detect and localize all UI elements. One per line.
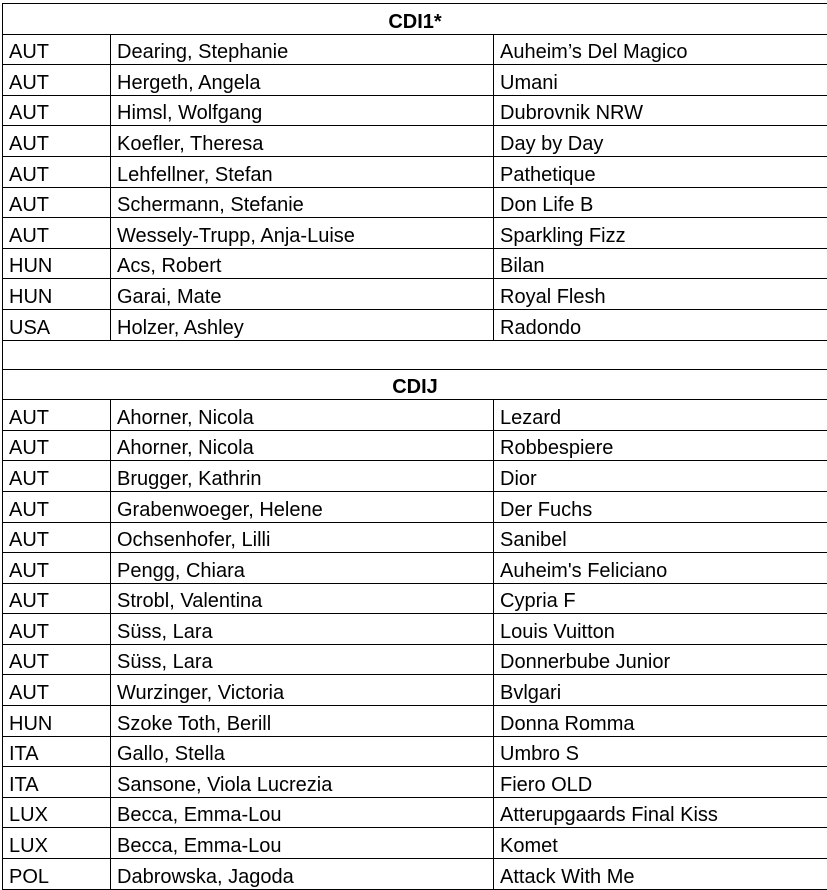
rider-cell: Wessely-Trupp, Anja-Luise xyxy=(111,218,494,249)
country-cell: ITA xyxy=(3,736,111,767)
country-cell: AUT xyxy=(3,34,111,65)
horse-cell: Robbespiere xyxy=(494,430,827,461)
rider-cell: Becca, Emma-Lou xyxy=(111,797,494,828)
country-cell: HUN xyxy=(3,279,111,310)
table-row xyxy=(3,767,827,798)
section-header-row xyxy=(3,4,827,35)
country-cell: AUT xyxy=(3,126,111,157)
country-cell: AUT xyxy=(3,522,111,553)
country-cell: AUT xyxy=(3,614,111,645)
section-title: CDI1* xyxy=(3,4,827,35)
horse-cell: Bvlgari xyxy=(494,675,827,706)
spacer-cell xyxy=(3,340,827,369)
horse-cell: Radondo xyxy=(494,309,827,340)
table-row xyxy=(3,279,827,310)
horse-cell: Fiero OLD xyxy=(494,767,827,798)
rider-cell: Lehfellner, Stefan xyxy=(111,156,494,187)
rider-cell: Dearing, Stephanie xyxy=(111,34,494,65)
rider-cell: Wurzinger, Victoria xyxy=(111,675,494,706)
table-row xyxy=(3,126,827,157)
table-row xyxy=(3,34,827,65)
rider-cell: Ahorner, Nicola xyxy=(111,430,494,461)
horse-cell: Sparkling Fizz xyxy=(494,218,827,249)
section-title: CDIJ xyxy=(3,369,827,400)
rider-cell: Hergeth, Angela xyxy=(111,65,494,96)
horse-cell: Umani xyxy=(494,65,827,96)
country-cell: AUT xyxy=(3,583,111,614)
entries-table-body xyxy=(3,4,827,890)
table-row xyxy=(3,675,827,706)
horse-cell: Louis Vuitton xyxy=(494,614,827,645)
horse-cell: Day by Day xyxy=(494,126,827,157)
table-row xyxy=(3,522,827,553)
section-header-row xyxy=(3,369,827,400)
rider-cell: Strobl, Valentina xyxy=(111,583,494,614)
horse-cell: Auheim's Feliciano xyxy=(494,553,827,584)
horse-cell: Lezard xyxy=(494,400,827,431)
table-row xyxy=(3,248,827,279)
country-cell: ITA xyxy=(3,767,111,798)
table-row xyxy=(3,797,827,828)
rider-cell: Grabenwoeger, Helene xyxy=(111,491,494,522)
rider-cell: Ochsenhofer, Lilli xyxy=(111,522,494,553)
table-row xyxy=(3,644,827,675)
rider-cell: Pengg, Chiara xyxy=(111,553,494,584)
horse-cell: Bilan xyxy=(494,248,827,279)
rider-cell: Himsl, Wolfgang xyxy=(111,95,494,126)
rider-cell: Szoke Toth, Berill xyxy=(111,706,494,737)
table-row xyxy=(3,156,827,187)
country-cell: AUT xyxy=(3,187,111,218)
rider-cell: Sansone, Viola Lucrezia xyxy=(111,767,494,798)
horse-cell: Sanibel xyxy=(494,522,827,553)
country-cell: HUN xyxy=(3,248,111,279)
table-row xyxy=(3,859,827,890)
table-row xyxy=(3,614,827,645)
rider-cell: Brugger, Kathrin xyxy=(111,461,494,492)
rider-cell: Becca, Emma-Lou xyxy=(111,828,494,859)
country-cell: AUT xyxy=(3,95,111,126)
rider-cell: Dabrowska, Jagoda xyxy=(111,859,494,890)
country-cell: AUT xyxy=(3,675,111,706)
country-cell: HUN xyxy=(3,706,111,737)
horse-cell: Umbro S xyxy=(494,736,827,767)
table-row xyxy=(3,187,827,218)
table-row xyxy=(3,218,827,249)
table-row xyxy=(3,491,827,522)
table-row xyxy=(3,309,827,340)
country-cell: AUT xyxy=(3,156,111,187)
country-cell: LUX xyxy=(3,797,111,828)
country-cell: AUT xyxy=(3,461,111,492)
country-cell: AUT xyxy=(3,553,111,584)
country-cell: AUT xyxy=(3,65,111,96)
horse-cell: Attack With Me xyxy=(494,859,827,890)
table-row xyxy=(3,583,827,614)
table-row xyxy=(3,400,827,431)
table-row xyxy=(3,828,827,859)
rider-cell: Süss, Lara xyxy=(111,644,494,675)
rider-cell: Ahorner, Nicola xyxy=(111,400,494,431)
country-cell: AUT xyxy=(3,644,111,675)
horse-cell: Atterupgaards Final Kiss xyxy=(494,797,827,828)
horse-cell: Der Fuchs xyxy=(494,491,827,522)
entries-table xyxy=(2,3,827,890)
horse-cell: Donna Romma xyxy=(494,706,827,737)
table-row xyxy=(3,553,827,584)
table-row xyxy=(3,736,827,767)
horse-cell: Don Life B xyxy=(494,187,827,218)
table-row xyxy=(3,65,827,96)
horse-cell: Komet xyxy=(494,828,827,859)
table-row xyxy=(3,461,827,492)
section-spacer-row xyxy=(3,340,827,369)
rider-cell: Holzer, Ashley xyxy=(111,309,494,340)
rider-cell: Schermann, Stefanie xyxy=(111,187,494,218)
horse-cell: Cypria F xyxy=(494,583,827,614)
horse-cell: Dubrovnik NRW xyxy=(494,95,827,126)
country-cell: LUX xyxy=(3,828,111,859)
horse-cell: Auheim’s Del Magico xyxy=(494,34,827,65)
rider-cell: Gallo, Stella xyxy=(111,736,494,767)
country-cell: AUT xyxy=(3,218,111,249)
horse-cell: Dior xyxy=(494,461,827,492)
horse-cell: Pathetique xyxy=(494,156,827,187)
rider-cell: Süss, Lara xyxy=(111,614,494,645)
rider-cell: Koefler, Theresa xyxy=(111,126,494,157)
table-row xyxy=(3,430,827,461)
rider-cell: Garai, Mate xyxy=(111,279,494,310)
country-cell: AUT xyxy=(3,491,111,522)
country-cell: POL xyxy=(3,859,111,890)
horse-cell: Royal Flesh xyxy=(494,279,827,310)
rider-cell: Acs, Robert xyxy=(111,248,494,279)
country-cell: USA xyxy=(3,309,111,340)
country-cell: AUT xyxy=(3,400,111,431)
horse-cell: Donnerbube Junior xyxy=(494,644,827,675)
table-row xyxy=(3,95,827,126)
table-row xyxy=(3,706,827,737)
country-cell: AUT xyxy=(3,430,111,461)
